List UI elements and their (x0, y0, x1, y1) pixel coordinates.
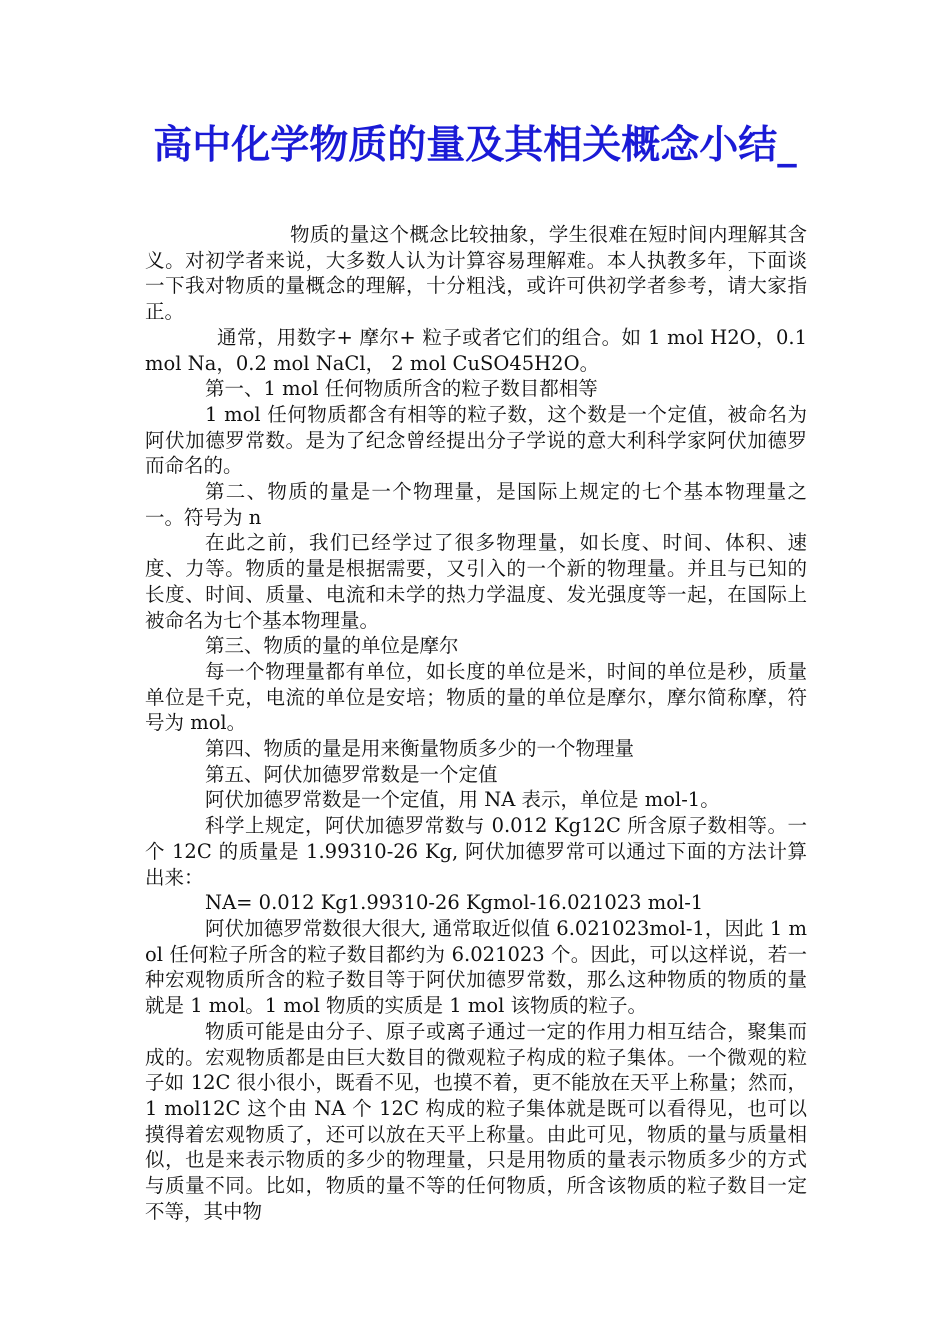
document-title: 高中化学物质的量及其相关概念小结_ (153, 123, 797, 168)
point-2-heading: 第二、物质的量是一个物理量，是国际上规定的七个基本物理量之一。符号为 n (145, 480, 807, 529)
point-3-heading: 第三、物质的量的单位是摩尔 (205, 634, 459, 658)
point-1-paragraph: 1 mol 任何物质都含有相等的粒子数，这个数是一个定值，被命名为阿伏加德罗常数。是为了纪念曾经提出分子学说的意大利科学家阿伏加德罗而命名的。 (145, 402, 807, 478)
point-5-paragraph: 阿伏加德罗常数是一个定值，用 NA 表示，单位是 mol-1。 (205, 788, 720, 812)
definition-paragraph: 科学上规定，阿伏加德罗常数与 0.012 Kg12C 所含原子数相等。一个 12C 的质量是 1.99310-26 Kg, 阿伏加德罗常可以通过下面的方法计算出来： (145, 814, 807, 889)
macro-micro-paragraph: 物质可能是由分子、原子或离子通过一定的作用力相互结合，聚集而成的。宏观物质都是由巨大数目的微观粒子构成的粒子集体。一个微观的粒子如 12C 很小很小，既看不见，也摸不着，更不能放在天平上称量；然而，1 mol12C 这个由 NA 个 12C 构成的粒子集体就是既可以看得见，也可以摸得着宏观物质了，还可以放在天平上称量。由此可见，物质的量与质量相似，也是来表示物质的多少的物理量，只是用物质的量表示物质多少的方式与质量不同。比如，物质的量不等的任何物质，所含该物质的粒子数目一定不等，其中物 (145, 1019, 807, 1223)
document-body (145, 222, 807, 1224)
usage-paragraph: 通常，用数字+ 摩尔+ 粒子或者它们的组合。如 1 mol H2O，0.1 mol Na，0.2 mol NaCl， 2 mol CuSO45H2O。 (145, 325, 807, 375)
approximation-paragraph: 阿伏加德罗常数很大很大, 通常取近似值 6.021023mol-1，因此 1 mol 任何粒子所含的粒子数目都约为 6.021023 个。因此，可以这样说，若一种宏观物质所含的粒子数目等于阿伏加德罗常数，那么这种物质的物质的量就是 1 mol。1 mol 物质的实质是 1 mol 该物质的粒子。 (145, 916, 807, 1018)
point-1-heading: 第一、1 mol 任何物质所含的粒子数目都相等 (205, 377, 598, 401)
point-5-heading: 第五、阿伏加德罗常数是一个定值 (205, 762, 498, 786)
point-3-paragraph: 每一个物理量都有单位，如长度的单位是米，时间的单位是秒，质量单位是千克，电流的单位是安培；物质的量的单位是摩尔，摩尔简称摩，符号为 mol。 (145, 659, 807, 735)
formula-line: NA= 0.012 Kg1.99310-26 Kgmol-16.021023 mol-1 (205, 891, 704, 915)
point-4-heading: 第四、物质的量是用来衡量物质多少的一个物理量 (205, 737, 635, 761)
point-2-paragraph: 在此之前，我们已经学过了很多物理量，如长度、时间、体积、速度、力等。物质的量是根据需要，又引入的一个新的物理量。并且与已知的长度、时间、质量、电流和未学的热力学温度、发光强度等一起，在国际上被命名为七个基本物理量。 (145, 531, 807, 632)
intro-paragraph: 物质的量这个概念比较抽象，学生很难在短时间内理解其含义。对初学者来说，大多数人认为计算容易理解难。本人执教多年，下面谈一下我对物质的量概念的理解，十分粗浅，或许可供初学者参考，请大家指正。 (145, 223, 807, 324)
